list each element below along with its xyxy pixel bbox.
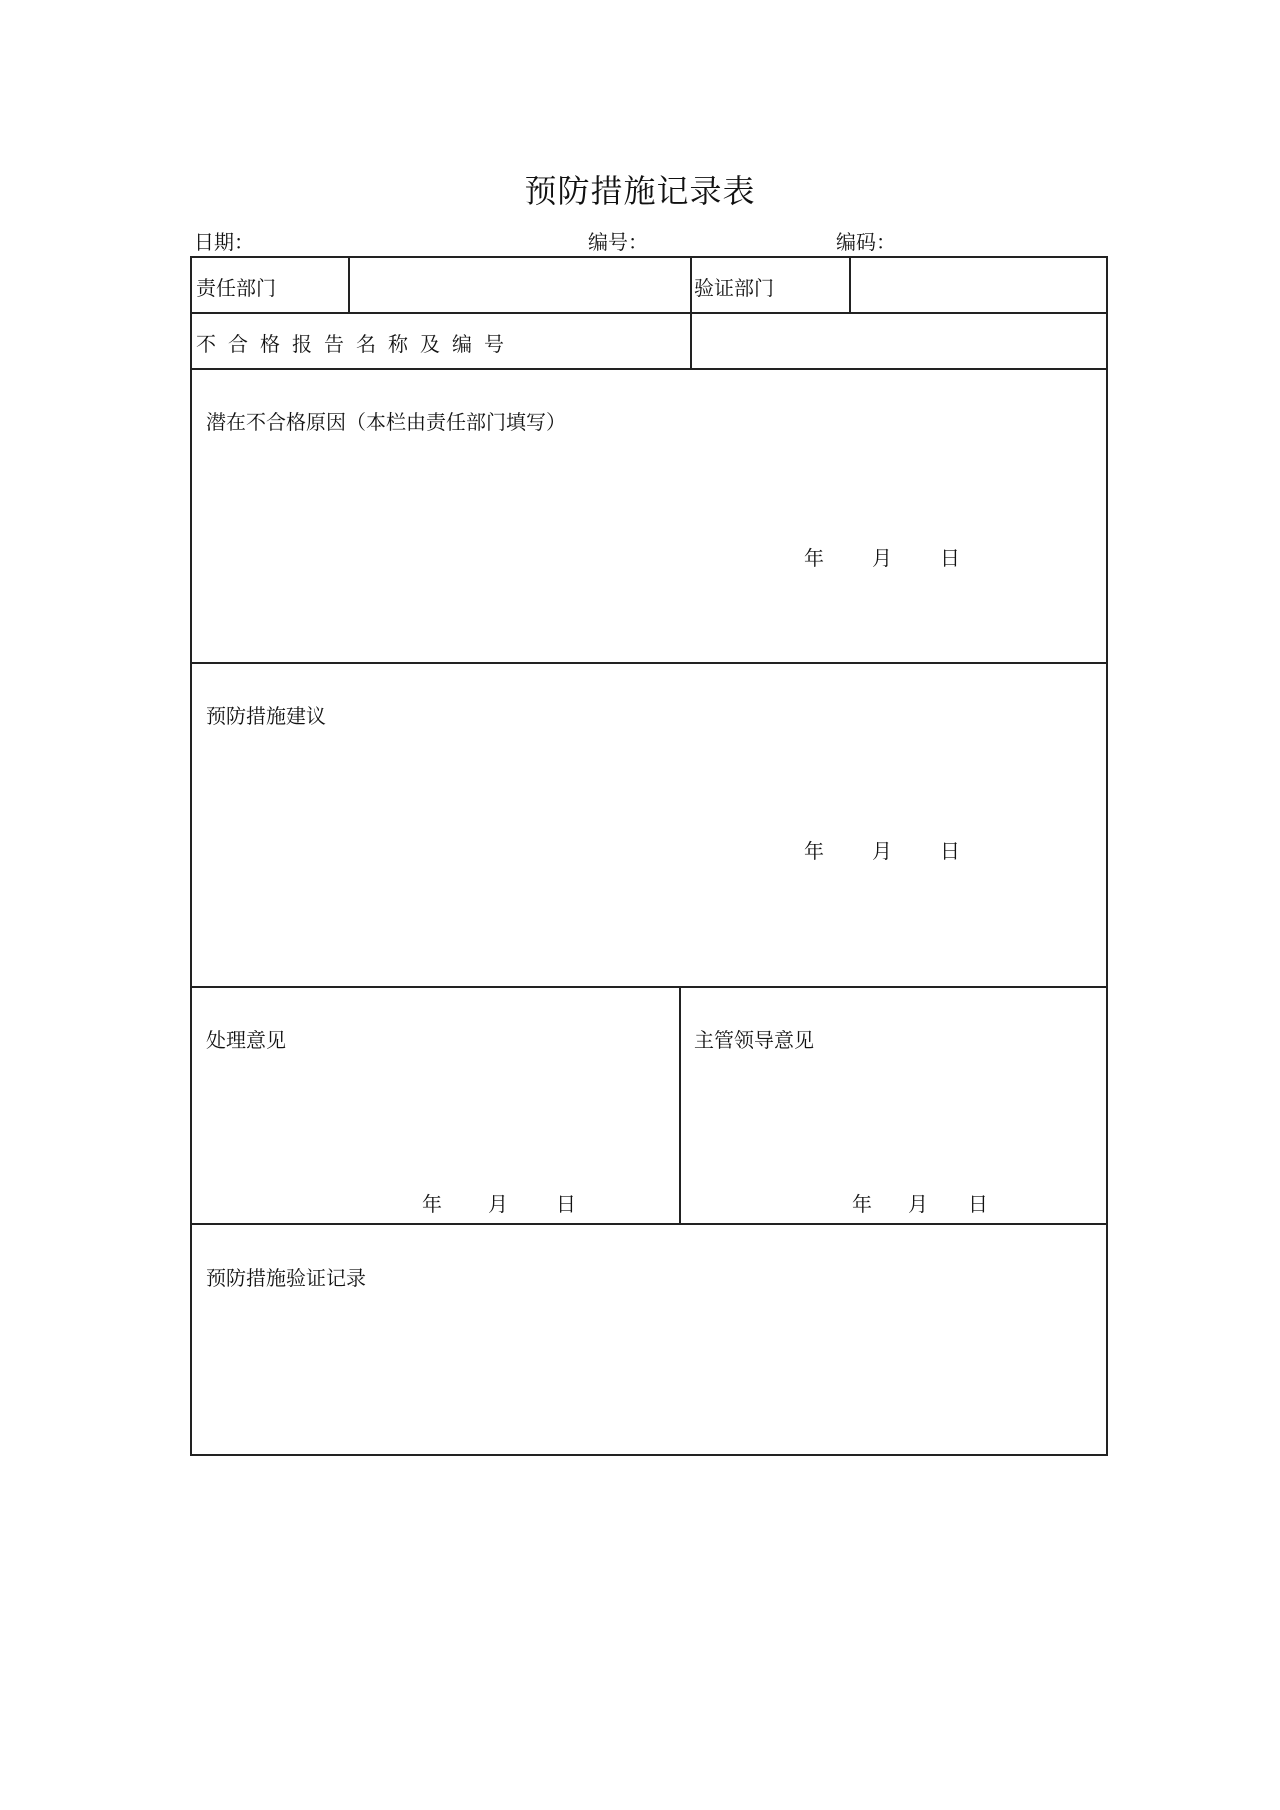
potential-cause-year: 年 [804,546,824,570]
verification-record-label: 预防措施验证记录 [206,1266,366,1290]
row-divider [192,986,1106,988]
verify-dept-label: 验证部门 [694,276,774,300]
prevention-suggestion-year: 年 [804,839,824,863]
row-divider [192,368,1106,370]
nonconformity-report-field[interactable] [692,314,1106,368]
prevention-suggestion-label: 预防措施建议 [206,704,326,728]
verification-record-field[interactable] [192,1294,1106,1454]
handling-opinion-day: 日 [556,1192,576,1216]
prevention-suggestion-day: 日 [940,839,960,863]
verify-dept-field[interactable] [851,258,1106,312]
prevention-suggestion-month: 月 [872,839,892,863]
page-title: 预防措施记录表 [524,172,756,210]
potential-cause-day: 日 [940,546,960,570]
supervisor-opinion-day: 日 [968,1192,988,1216]
responsible-dept-label: 责任部门 [196,276,276,300]
potential-cause-month: 月 [872,546,892,570]
potential-cause-field[interactable] [192,438,1106,628]
potential-cause-label: 潜在不合格原因（本栏由责任部门填写） [206,410,566,434]
serial-number-label: 编号： [588,230,648,254]
handling-opinion-year: 年 [422,1192,442,1216]
nonconformity-report-label: 不合格报告名称及编号 [196,332,516,356]
record-table [190,256,1108,1456]
handling-opinion-label: 处理意见 [206,1028,286,1052]
col-divider [679,986,681,1223]
handling-opinion-month: 月 [488,1192,508,1216]
prevention-suggestion-field[interactable] [192,732,1106,952]
row-divider [192,662,1106,664]
code-label: 编码： [836,230,896,254]
responsible-dept-field[interactable] [350,258,688,312]
supervisor-opinion-label: 主管领导意见 [694,1028,814,1052]
supervisor-opinion-month: 月 [908,1192,928,1216]
handling-opinion-field[interactable] [192,1058,677,1178]
row-divider [192,1223,1106,1225]
date-label: 日期： [194,230,254,254]
supervisor-opinion-year: 年 [852,1192,872,1216]
supervisor-opinion-field[interactable] [682,1058,1106,1178]
